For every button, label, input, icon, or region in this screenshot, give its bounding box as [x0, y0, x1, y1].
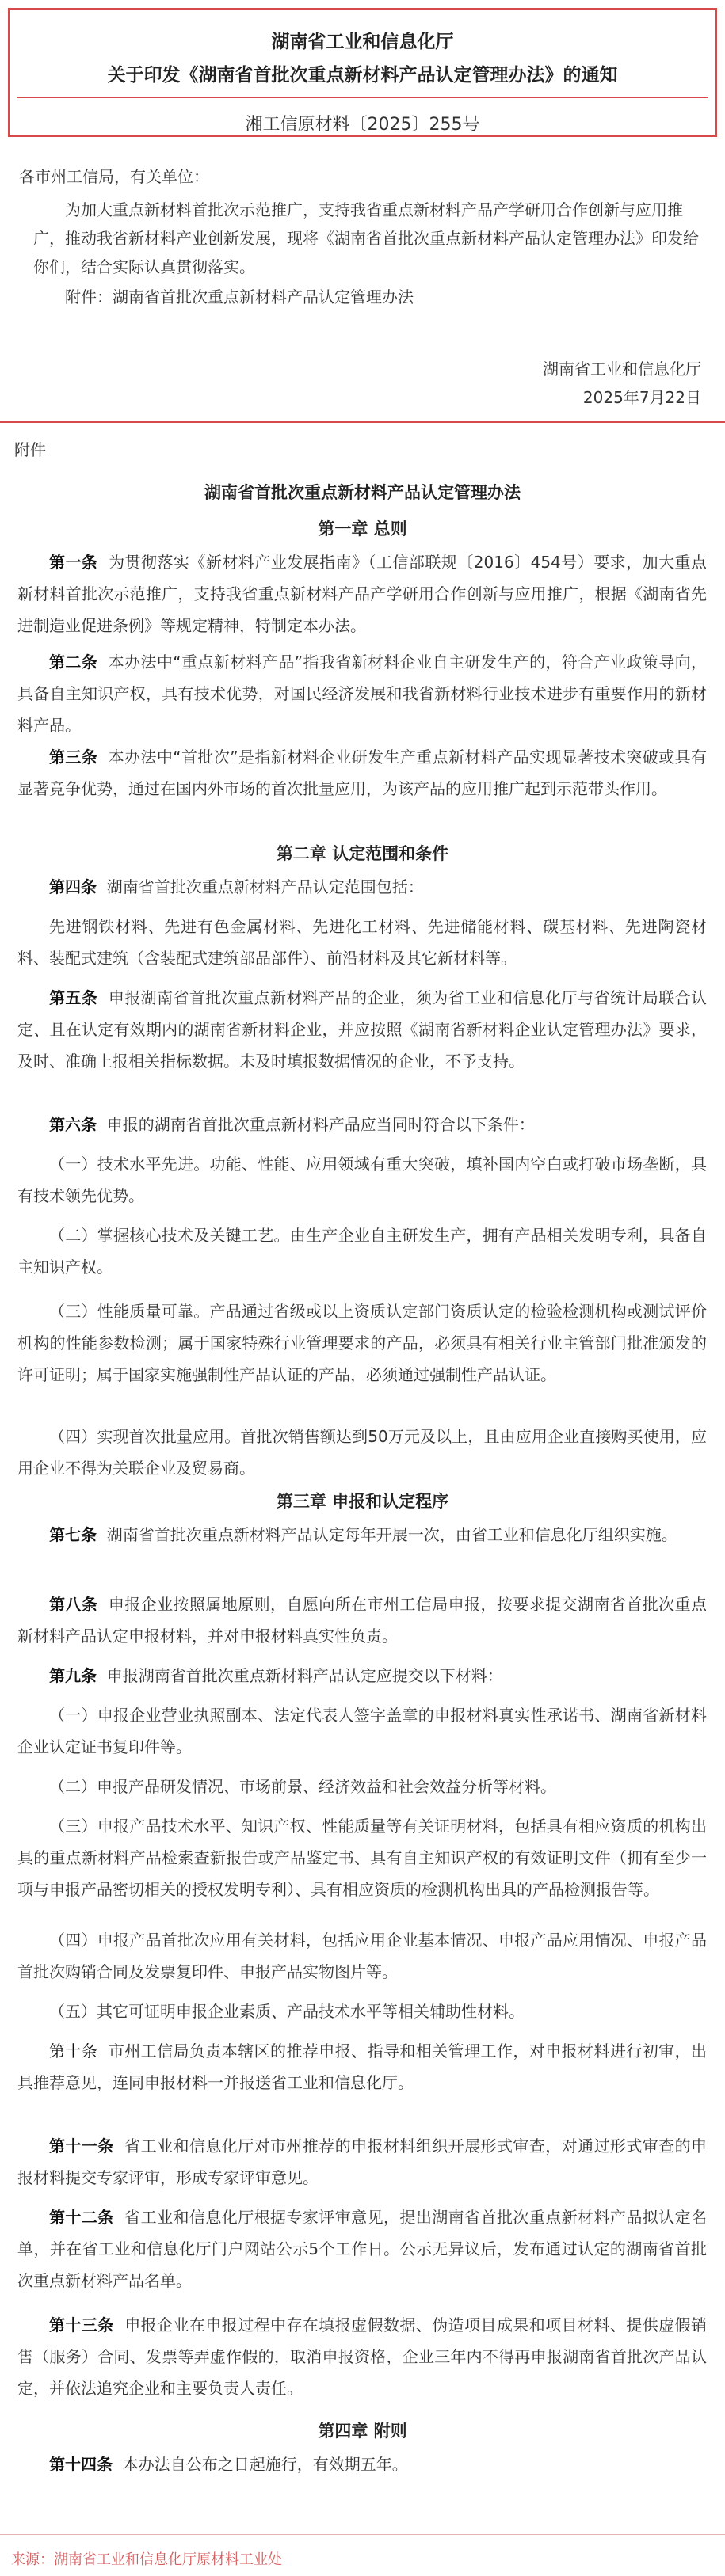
chapter-2-heading: 第二章 认定范围和条件: [276, 844, 449, 863]
article-7: [17, 1519, 707, 1551]
signature-org: 湖南省工业和信息化厅: [543, 360, 701, 379]
article-9-item-4: （四）申报产品首批次应用有关材料，包括应用企业基本情况、申报产品应用情况、申报产品首批次购销合同及发票复印件、申报产品实物图片等。: [17, 1931, 707, 1981]
article-13: [17, 2309, 707, 2404]
article-6: [17, 1109, 707, 1140]
article-6-item-4: （四）实现首次批量应用。首批次销售额达到50万元及以上，且由应用企业直接购买使用，应用企业不得为关联企业及贸易商。: [17, 1427, 707, 1478]
annex-title: 湖南省首批次重点新材料产品认定管理办法: [204, 483, 521, 502]
article-9-number: 第九条: [49, 1666, 97, 1685]
letter-body: 为加大重点新材料首批次示范推广，支持我省重点新材料产品产学研用合作创新与应用推广，推动我省新材料产业创新发展，现将《湖南省首批次重点新材料产品认定管理办法》印发给你们，结合实际认真贯彻落实。: [33, 200, 699, 276]
article-3-number: 第三条: [49, 748, 98, 767]
article-12-text: 省工业和信息化厅根据专家评审意见，提出湖南省首批次重点新材料产品拟认定名单，并在省工业和信息化厅门户网站公示5个工作日。公示无异议后，发布通过认定的湖南省首批次重点新材料产品名单。: [17, 2208, 708, 2290]
article-11: [17, 2130, 707, 2194]
article-8-text: 申报企业按照属地原则，自愿向所在市州工信局申报，按要求提交湖南省首批次重点新材料产品认定申报材料，并对申报材料真实性负责。: [17, 1595, 708, 1646]
annex-label: 附件: [14, 440, 46, 459]
article-12-number: 第十二条: [49, 2208, 114, 2227]
article-1: [17, 546, 707, 641]
article-10-text: 市州工信局负责本辖区的推荐申报、指导和相关管理工作，对申报材料进行初审，出具推荐意见，连同申报材料一并报送省工业和信息化厅。: [17, 2041, 708, 2092]
article-8: [17, 1589, 707, 1652]
notice-title: 关于印发《湖南省首批次重点新材料产品认定管理办法》的通知: [107, 65, 618, 86]
article-3-text: 本办法中“首批次”是指新材料企业研发生产重点新材料产品实现显著技术突破或具有显著竞争优势，通过在国内外市场的首次批量应用，为该产品的应用推广起到示范带头作用。: [17, 748, 708, 798]
article-10: [17, 2035, 707, 2098]
header-divider: [17, 97, 708, 98]
article-2-text: 本办法中“重点新材料产品”指我省新材料企业自主研发生产的，符合产业政策导向，具备自主知识产权，具有技术优势，对国民经济发展和我省新材料行业技术进步有重要作用的新材料产品。: [17, 653, 708, 735]
article-6-item-2: （二）掌握核心技术及关键工艺。由生产企业自主研发生产，拥有产品相关发明专利，具备自主知识产权。: [17, 1226, 707, 1277]
article-9-text: 申报湖南省首批次重点新材料产品认定应提交以下材料：: [106, 1666, 503, 1685]
article-12: [17, 2201, 707, 2296]
article-4-text: 湖南省首批次重点新材料产品认定范围包括：: [106, 877, 424, 896]
section-divider: [0, 421, 725, 423]
chapter-1-heading: 第一章 总则: [318, 519, 407, 538]
article-7-number: 第七条: [49, 1525, 97, 1544]
article-4-list: 先进钢铁材料、先进有色金属材料、先进化工材料、先进储能材料、碳基材料、先进陶瓷材料、装配式建筑（含装配式建筑部品部件）、前沿材料及其它新材料等。: [17, 917, 707, 968]
article-6-item-3: （三）性能质量可靠。产品通过省级或以上资质认定部门资质认定的检验检测机构或测试评价机构的性能参数检测；属于国家特殊行业管理要求的产品，必须具有相关行业主管部门批准颁发的许可证明；属于国家实施强制性产品认证的产品，必须通过强制性产品认证。: [17, 1302, 707, 1384]
article-2: [17, 646, 707, 741]
notice-header: [8, 8, 717, 137]
article-6-item-1: （一）技术水平先进。功能、性能、应用领域有重大突破，填补国内空白或打破市场垄断，具有技术领先优势。: [17, 1155, 707, 1205]
article-13-text: 申报企业在申报过程中存在填报虚假数据、伪造项目成果和项目材料、提供虚假销售（服务）合同、发票等弄虚作假的，取消申报资格，企业三年内不得再申报湖南省首批次产品认定，并依法追究企业和主要负责人责任。: [17, 2315, 708, 2398]
article-13-number: 第十三条: [49, 2315, 114, 2334]
letter-greeting: 各市州工信局，有关单位：: [19, 167, 209, 186]
article-3: [17, 741, 707, 805]
article-14-number: 第十四条: [49, 2455, 113, 2474]
document-number: 湘工信原材料〔2025〕255号: [245, 115, 480, 135]
article-1-text: 为贯彻落实《新材料产业发展指南》（工信部联规〔2016〕454号）要求，加大重点新材料首批次示范推广，支持我省重点新材料产品产学研用合作创新与应用推广，根据《湖南省先进制造业促进条例》等规定精神，特制定本办法。: [17, 553, 708, 635]
article-9-item-2: （二）申报产品研发情况、市场前景、经济效益和社会效益分析等材料。: [49, 1777, 556, 1796]
issuer-name: 湖南省工业和信息化厅: [271, 32, 454, 52]
article-11-number: 第十一条: [49, 2137, 114, 2156]
article-11-text: 省工业和信息化厅对市州推荐的申报材料组织开展形式审查，对通过形式审查的申报材料提交专家评审，形成专家评审意见。: [17, 2137, 708, 2187]
signature-date: 2025年7月22日: [582, 388, 701, 407]
source-attribution: 来源：湖南省工业和信息化厅原材料工业处: [11, 2551, 282, 2568]
article-14-text: 本办法自公布之日起施行，有效期五年。: [122, 2455, 408, 2474]
chapter-4-heading: 第四章 附则: [318, 2422, 407, 2441]
article-8-number: 第八条: [49, 1595, 98, 1614]
article-4: [17, 871, 707, 903]
article-7-text: 湖南省首批次重点新材料产品认定每年开展一次，由省工业和信息化厅组织实施。: [106, 1525, 677, 1544]
article-9: [17, 1660, 707, 1691]
article-9-item-5: （五）其它可证明申报企业素质、产品技术水平等相关辅助性材料。: [49, 2002, 525, 2021]
article-6-text: 申报的湖南省首批次重点新材料产品应当同时符合以下条件：: [106, 1115, 535, 1134]
article-2-number: 第二条: [49, 653, 98, 672]
article-5: [17, 982, 707, 1077]
article-4-number: 第四条: [49, 877, 97, 896]
article-14: [17, 2449, 707, 2480]
article-9-item-3: （三）申报产品技术水平、知识产权、性能质量等有关证明材料，包括具有相应资质的机构出具的重点新材料产品检索查新报告或产品鉴定书、具有自主知识产权的有效证明文件（拥有至少一项与申报产品密切相关的授权发明专利）、具有相应资质的检测机构出具的产品检测报告等。: [17, 1817, 707, 1899]
article-6-number: 第六条: [49, 1115, 97, 1134]
article-1-number: 第一条: [49, 553, 98, 572]
article-5-number: 第五条: [49, 988, 98, 1007]
footer-divider: [0, 2534, 725, 2535]
letter-attachment: 附件：湖南省首批次重点新材料产品认定管理办法: [65, 287, 414, 306]
article-10-number: 第十条: [49, 2041, 98, 2060]
article-5-text: 申报湖南省首批次重点新材料产品的企业，须为省工业和信息化厅与省统计局联合认定、且在认定有效期内的湖南省新材料企业，并应按照《湖南省新材料企业认定管理办法》要求，及时、准确上报相关指标数据。未及时填报数据情况的企业，不予支持。: [17, 988, 708, 1071]
chapter-3-heading: 第三章 申报和认定程序: [276, 1492, 449, 1511]
article-9-item-1: （一）申报企业营业执照副本、法定代表人签字盖章的申报材料真实性承诺书、湖南省新材料企业认定证书复印件等。: [17, 1706, 707, 1756]
